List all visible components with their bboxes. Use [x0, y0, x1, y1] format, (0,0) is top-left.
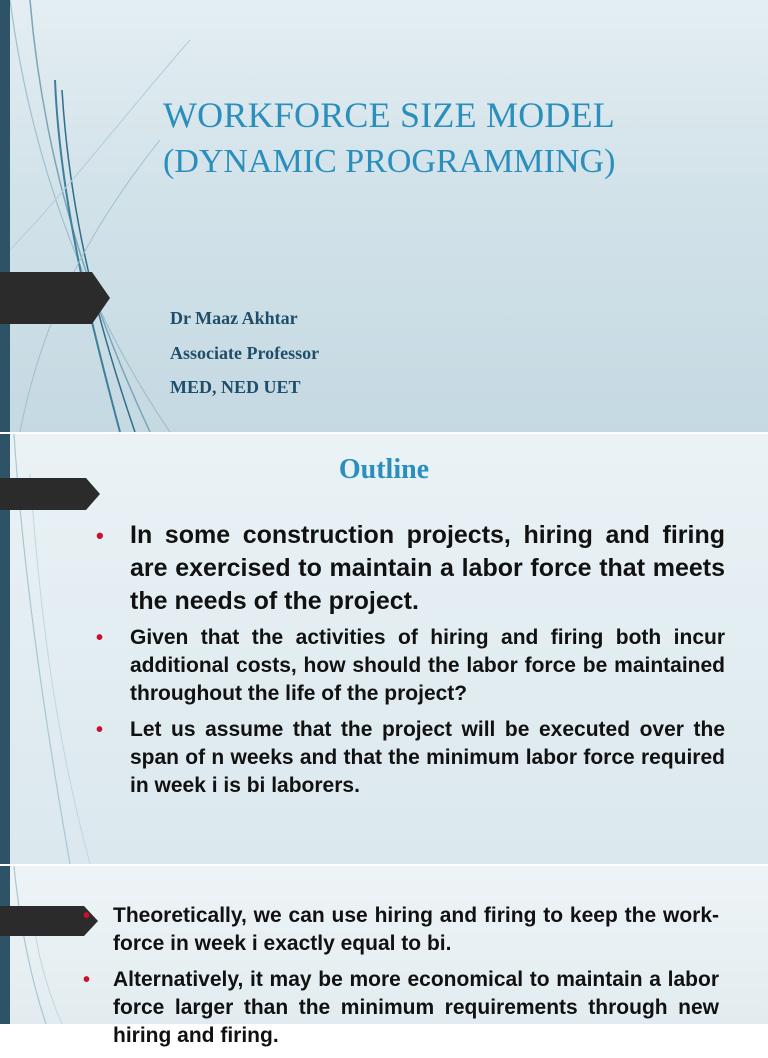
arrow-tab-icon: [0, 272, 112, 324]
left-accent-bar: [0, 0, 10, 432]
bullet-icon: •: [96, 719, 104, 741]
list-item: [96, 716, 725, 800]
bullet-text: Given that the activities of hiring and firing both incur additional costs, how should the labor force be maintained throughout the life of the project?: [130, 626, 725, 705]
bullet-icon: •: [83, 969, 91, 991]
bullet-text: Alternatively, it may be more economical to maintain a labor force larger than the minimum requirements through new hiring and firing.: [113, 968, 719, 1047]
continuation-slide: [0, 866, 768, 1047]
bullet-icon: •: [96, 523, 104, 548]
outline-slide: [0, 434, 768, 864]
bullet-icon: •: [96, 627, 104, 649]
decorative-swooshes: [0, 0, 200, 432]
bullet-text: In some construction projects, hiring and firing are exercised to maintain a labor force that meets the needs of the project.: [130, 521, 725, 615]
author-title: Associate Professor: [170, 343, 320, 363]
outline-heading: Outline: [338, 454, 430, 485]
bullet-text: Let us assume that the project will be executed over the span of n weeks and that the minimum labor force required in week i is bi laborers.: [130, 718, 725, 797]
title-line-1: WORKFORCE SIZE MODEL: [163, 95, 615, 135]
bullet-list: [83, 902, 719, 1058]
decorative-swooshes: [0, 866, 120, 1024]
author-name: Dr Maaz Akhtar: [170, 308, 298, 328]
bullet-list: [96, 519, 725, 618]
list-item: [83, 902, 719, 958]
list-item: [96, 519, 725, 618]
bullet-text: Theoretically, we can use hiring and firing to keep the work-force in week i exactly equal to bi.: [113, 904, 719, 955]
list-item: [83, 966, 719, 1050]
author-affiliation: MED, NED UET: [170, 377, 301, 397]
left-accent-bar: [0, 866, 10, 1024]
bullet-icon: •: [83, 905, 91, 927]
title-line-2: (DYNAMIC PROGRAMMING): [163, 143, 616, 180]
list-item: [96, 624, 725, 708]
bullet-list: [96, 624, 725, 808]
title-slide: [0, 0, 768, 432]
